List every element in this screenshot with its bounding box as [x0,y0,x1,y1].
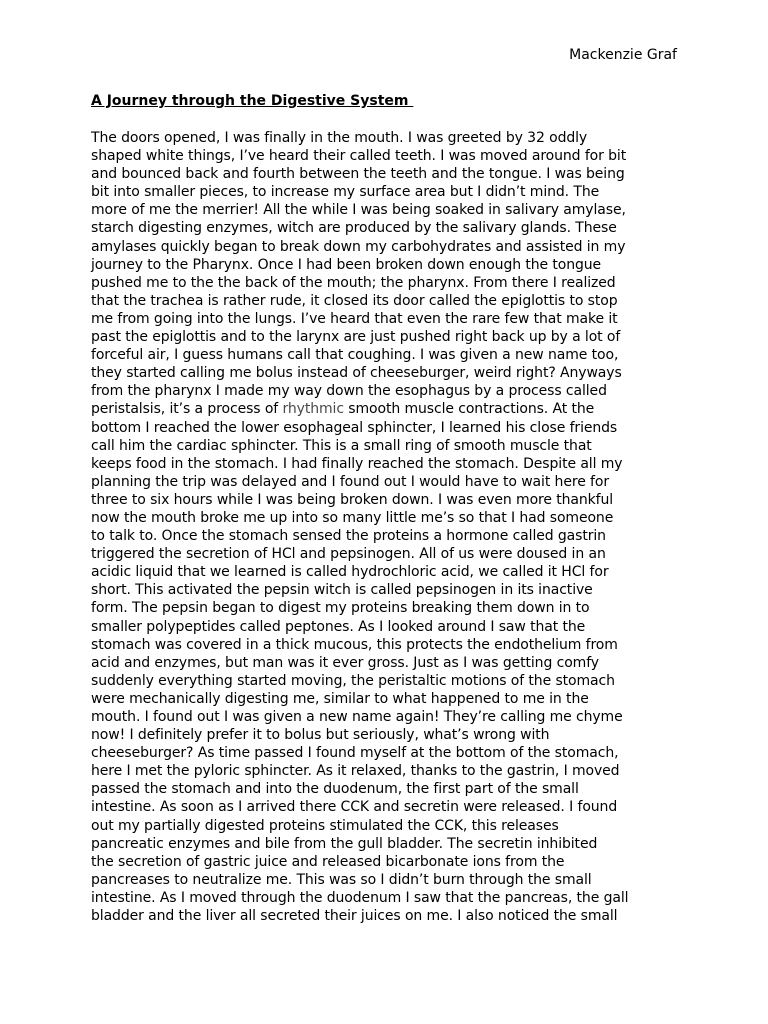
text-line: now! I definitely prefer it to bolus but seriously, what’s wrong with [91,727,550,744]
text-line: forceful air, I guess humans call that coughing. I was given a new name too, [91,347,619,364]
body-paragraph [91,129,681,925]
text-line: mouth. I found out I was given a new name again! They’re calling me chyme [91,709,623,725]
text-line: they started calling me bolus instead of cheeseburger, weird right? Anyways [91,365,622,382]
text-line: passed the stomach and into the duodenum, the first part of the small [91,781,579,798]
text-line: acidic liquid that we learned is called hydrochloric acid, we called it HCl for [91,564,609,581]
text-line: form. The pepsin began to digest my proteins breaking them down in to [91,600,590,617]
document-title: A Journey through the Digestive System [91,93,414,109]
text-line: more of me the merrier! All the while I was being soaked in salivary amylase, [91,202,626,219]
rhythmic-link[interactable]: rhythmic [282,401,344,418]
text-line: acid and enzymes, but man was it ever gross. Just as I was getting comfy [91,654,599,671]
text-line: three to six hours while I was being broken down. I was even more thankful [91,491,614,508]
text-line: planning the trip was delayed and I found out I would have to wait here for [91,473,610,490]
text-line: intestine. As I moved through the duodenum I saw that the pancreas, the gall [91,889,629,906]
text-line: pancreases to neutralize me. This was so I didn’t burn through the small [91,871,592,888]
text-line: from the pharynx I made my way down the esophagus by a process called [91,383,607,400]
text-line-with-link [91,400,681,418]
text-line: bit into smaller pieces, to increase my surface area but I didn’t mind. The [91,184,600,201]
text-line: shaped white things, I’ve heard their called teeth. I was moved around for bit [91,148,627,165]
text-line: starch digesting enzymes, witch are produced by the salivary glands. These [91,220,617,237]
text-line: me from going into the lungs. I’ve heard that even the rare few that make it [91,310,618,327]
text-line: bottom I reached the lower esophageal sphincter, I learned his close friends [91,419,618,436]
text-line: and bounced back and fourth between the teeth and the tongue. I was being [91,166,625,183]
text-segment: smooth muscle contractions. At the [343,401,595,418]
text-line: keeps food in the stomach. I had finally reached the stomach. Despite all my [91,455,623,472]
text-line: The doors opened, I was finally in the mouth. I was greeted by 32 oddly [91,130,588,146]
text-line: bladder and the liver all secreted their juices on me. I also noticed the small [91,908,618,925]
text-line: short. This activated the pepsin witch is called pepsinogen in its inactive [91,582,593,599]
text-line: were mechanically digesting me, similar to what happened to me in the [91,690,589,707]
text-line: now the mouth broke me up into so many little me’s so that I had someone [91,509,614,526]
text-line: past the epiglottis and to the larynx are just pushed right back up by a lot of [91,329,621,346]
text-line: journey to the Pharynx. Once I had been broken down enough the tongue [91,256,602,273]
text-line: cheeseburger? As time passed I found myself at the bottom of the stomach, [91,745,619,762]
text-line: smaller polypeptides called peptones. As I looked around I saw that the [91,618,586,635]
text-line: to talk to. Once the stomach sensed the proteins a hormone called gastrin [91,528,606,545]
text-line: triggered the secretion of HCl and pepsinogen. All of us were doused in an [91,546,606,563]
text-line: out my partially digested proteins stimulated the CCK, this releases [91,817,559,834]
text-line: stomach was covered in a thick mucous, this protects the endothelium from [91,636,618,653]
text-line: the secretion of gastric juice and released bicarbonate ions from the [91,853,565,870]
author-name: Mackenzie Graf [569,47,677,63]
text-line: pancreatic enzymes and bile from the gull bladder. The secretin inhibited [91,835,598,852]
text-line: call him the cardiac sphincter. This is a small ring of smooth muscle that [91,437,592,454]
text-line: amylases quickly began to break down my carbohydrates and assisted in my [91,238,626,255]
text-line: suddenly everything started moving, the peristaltic motions of the stomach [91,672,615,689]
text-line: that the trachea is rather rude, it closed its door called the epiglottis to stop [91,292,618,309]
text-line: pushed me to the the back of the mouth; the pharynx. From there I realized [91,274,616,291]
text-line: here I met the pyloric sphincter. As it relaxed, thanks to the gastrin, I moved [91,763,620,780]
text-line: intestine. As soon as I arrived there CCK and secretin were released. I found [91,799,618,816]
text-segment: peristalsis, it’s a process of [91,401,283,418]
